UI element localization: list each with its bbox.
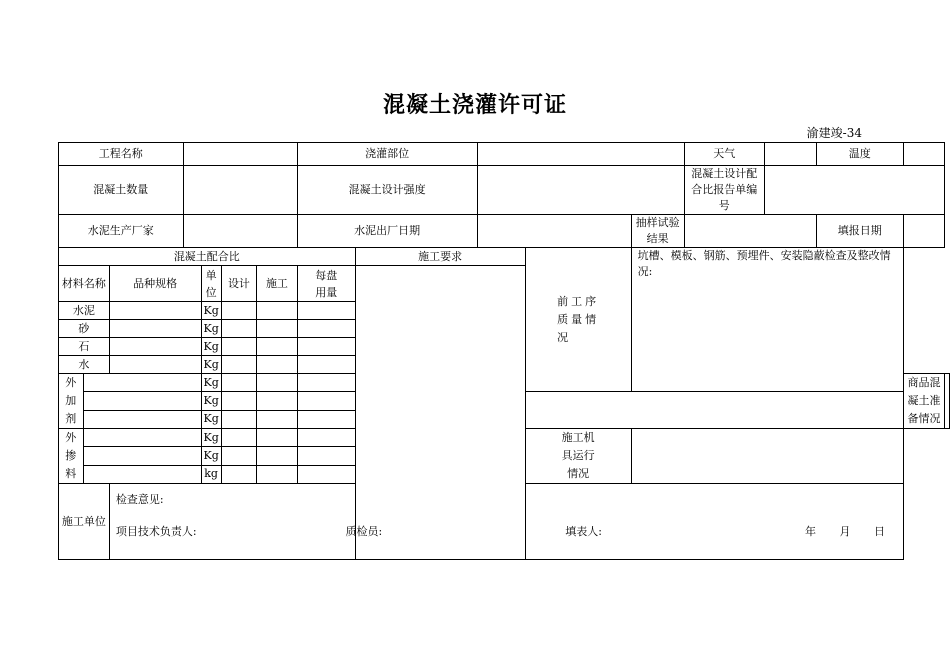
spec-cell[interactable]: [83, 374, 201, 392]
construct-cell[interactable]: [257, 302, 298, 320]
commercial-label: 商品混凝土准备情况: [904, 374, 945, 429]
col-design: 设计: [221, 266, 256, 302]
design-cell[interactable]: [221, 447, 256, 465]
unit-cell: Kg: [201, 429, 221, 447]
design-cell[interactable]: [221, 356, 256, 374]
design-cell[interactable]: [221, 392, 256, 410]
batch-cell[interactable]: [297, 392, 355, 410]
batch-cell[interactable]: [297, 429, 355, 447]
project-name-value[interactable]: [183, 143, 297, 166]
design-cell[interactable]: [221, 410, 256, 428]
unit-cell: Kg: [201, 374, 221, 392]
construct-cell[interactable]: [257, 392, 298, 410]
unit-cell: Kg: [201, 356, 221, 374]
material-name: 水泥: [59, 302, 110, 320]
date-fields: [785, 524, 885, 540]
col-material: 材料名称: [59, 266, 110, 302]
unit-cell: Kg: [201, 338, 221, 356]
col-per-batch: 每盘用量: [297, 266, 355, 302]
sample-result-value[interactable]: [684, 215, 816, 248]
machinery-label: 施工机具运行情况: [525, 429, 631, 484]
spec-cell[interactable]: [83, 447, 201, 465]
design-cell[interactable]: [221, 374, 256, 392]
unit-cell: Kg: [201, 392, 221, 410]
design-strength-label: 混凝土设计强度: [297, 166, 477, 215]
additive-label: 外加剂: [59, 374, 84, 429]
unit-cell: Kg: [201, 320, 221, 338]
design-cell[interactable]: [221, 465, 256, 483]
footer-row: [59, 484, 950, 560]
col-construct: 施工: [257, 266, 298, 302]
info-row-3: [59, 215, 950, 248]
opinion-area[interactable]: [109, 484, 903, 560]
machinery-area[interactable]: [631, 429, 903, 484]
form-title: 混凝土浇灌许可证: [382, 93, 567, 118]
admixture-label: 外掺料: [59, 429, 84, 484]
year-label: 年: [804, 525, 816, 538]
design-cell[interactable]: [221, 338, 256, 356]
cement-maker-value[interactable]: [183, 215, 297, 248]
col-spec: 品种规格: [109, 266, 201, 302]
section-header-row: [59, 248, 950, 266]
batch-cell[interactable]: [297, 302, 355, 320]
project-name-label: 工程名称: [59, 143, 184, 166]
unit-cell: kg: [201, 465, 221, 483]
tech-lead-label: 项目技术负责人:: [115, 525, 197, 538]
pour-permit-table: [58, 142, 950, 560]
spec-cell[interactable]: [109, 302, 201, 320]
filler-label: 填表人:: [565, 525, 602, 538]
design-cell[interactable]: [221, 302, 256, 320]
construct-cell[interactable]: [257, 410, 298, 428]
unit-cell: Kg: [201, 410, 221, 428]
temperature-label: 温度: [816, 143, 903, 166]
cement-maker-label: 水泥生产厂家: [59, 215, 184, 248]
construct-cell[interactable]: [257, 429, 298, 447]
qc-label: 质检员:: [345, 525, 383, 538]
hidden-check-area[interactable]: [631, 248, 903, 392]
batch-cell[interactable]: [297, 356, 355, 374]
material-name: 水: [59, 356, 110, 374]
spec-cell[interactable]: [83, 465, 201, 483]
month-label: 月: [839, 525, 851, 538]
batch-cell[interactable]: [297, 338, 355, 356]
spec-cell[interactable]: [109, 356, 201, 374]
hidden-check-label: 坑槽、模板、钢筋、预埋件、安装隐蔽检查及整改情况:: [637, 249, 891, 278]
construct-cell[interactable]: [257, 356, 298, 374]
mix-title: 混凝土配合比: [59, 248, 356, 266]
spec-cell[interactable]: [83, 392, 201, 410]
construct-cell[interactable]: [257, 374, 298, 392]
spec-cell[interactable]: [109, 320, 201, 338]
day-label: 日: [873, 525, 885, 538]
fill-date-label: 填报日期: [816, 215, 903, 248]
batch-cell[interactable]: [297, 410, 355, 428]
fill-date-value[interactable]: [904, 215, 945, 248]
weather-value[interactable]: [764, 143, 816, 166]
opinion-label: 检查意见:: [115, 493, 164, 506]
design-cell[interactable]: [221, 320, 256, 338]
mix-report-value[interactable]: [764, 166, 944, 215]
concrete-qty-label: 混凝土数量: [59, 166, 184, 215]
batch-cell[interactable]: [297, 465, 355, 483]
info-row-1: [59, 143, 950, 166]
weather-label: 天气: [684, 143, 764, 166]
construction-req-label: 施工要求: [355, 248, 525, 266]
commercial-area[interactable]: [945, 374, 950, 429]
construct-cell[interactable]: [257, 465, 298, 483]
temperature-value[interactable]: [904, 143, 945, 166]
mix-report-label: 混凝土设计配合比报告单编号: [684, 166, 764, 215]
batch-cell[interactable]: [297, 447, 355, 465]
construction-unit-label: 施工单位: [59, 484, 110, 560]
batch-cell[interactable]: [297, 320, 355, 338]
col-unit: 单位: [201, 266, 221, 302]
sample-result-label: 抽样试验结果: [631, 215, 684, 248]
spec-cell[interactable]: [83, 410, 201, 428]
form-code: 渝建竣-34: [806, 126, 862, 140]
prev-process-label: 前工序质量情况: [525, 248, 631, 392]
concrete-qty-value[interactable]: [183, 166, 297, 215]
material-name: 石: [59, 338, 110, 356]
construct-cell[interactable]: [257, 320, 298, 338]
batch-cell[interactable]: [297, 374, 355, 392]
cement-date-value[interactable]: [477, 215, 631, 248]
signature-line: [116, 524, 901, 540]
spec-cell[interactable]: [109, 338, 201, 356]
pour-location-value[interactable]: [477, 143, 684, 166]
info-row-2: [59, 166, 950, 215]
design-strength-value[interactable]: [477, 166, 684, 215]
construct-cell[interactable]: [257, 447, 298, 465]
construct-cell[interactable]: [257, 338, 298, 356]
cement-date-label: 水泥出厂日期: [297, 215, 477, 248]
pour-location-label: 浇灌部位: [297, 143, 477, 166]
unit-cell: Kg: [201, 302, 221, 320]
spec-cell[interactable]: [83, 429, 201, 447]
unit-cell: Kg: [201, 447, 221, 465]
material-name: 砂: [59, 320, 110, 338]
design-cell[interactable]: [221, 429, 256, 447]
